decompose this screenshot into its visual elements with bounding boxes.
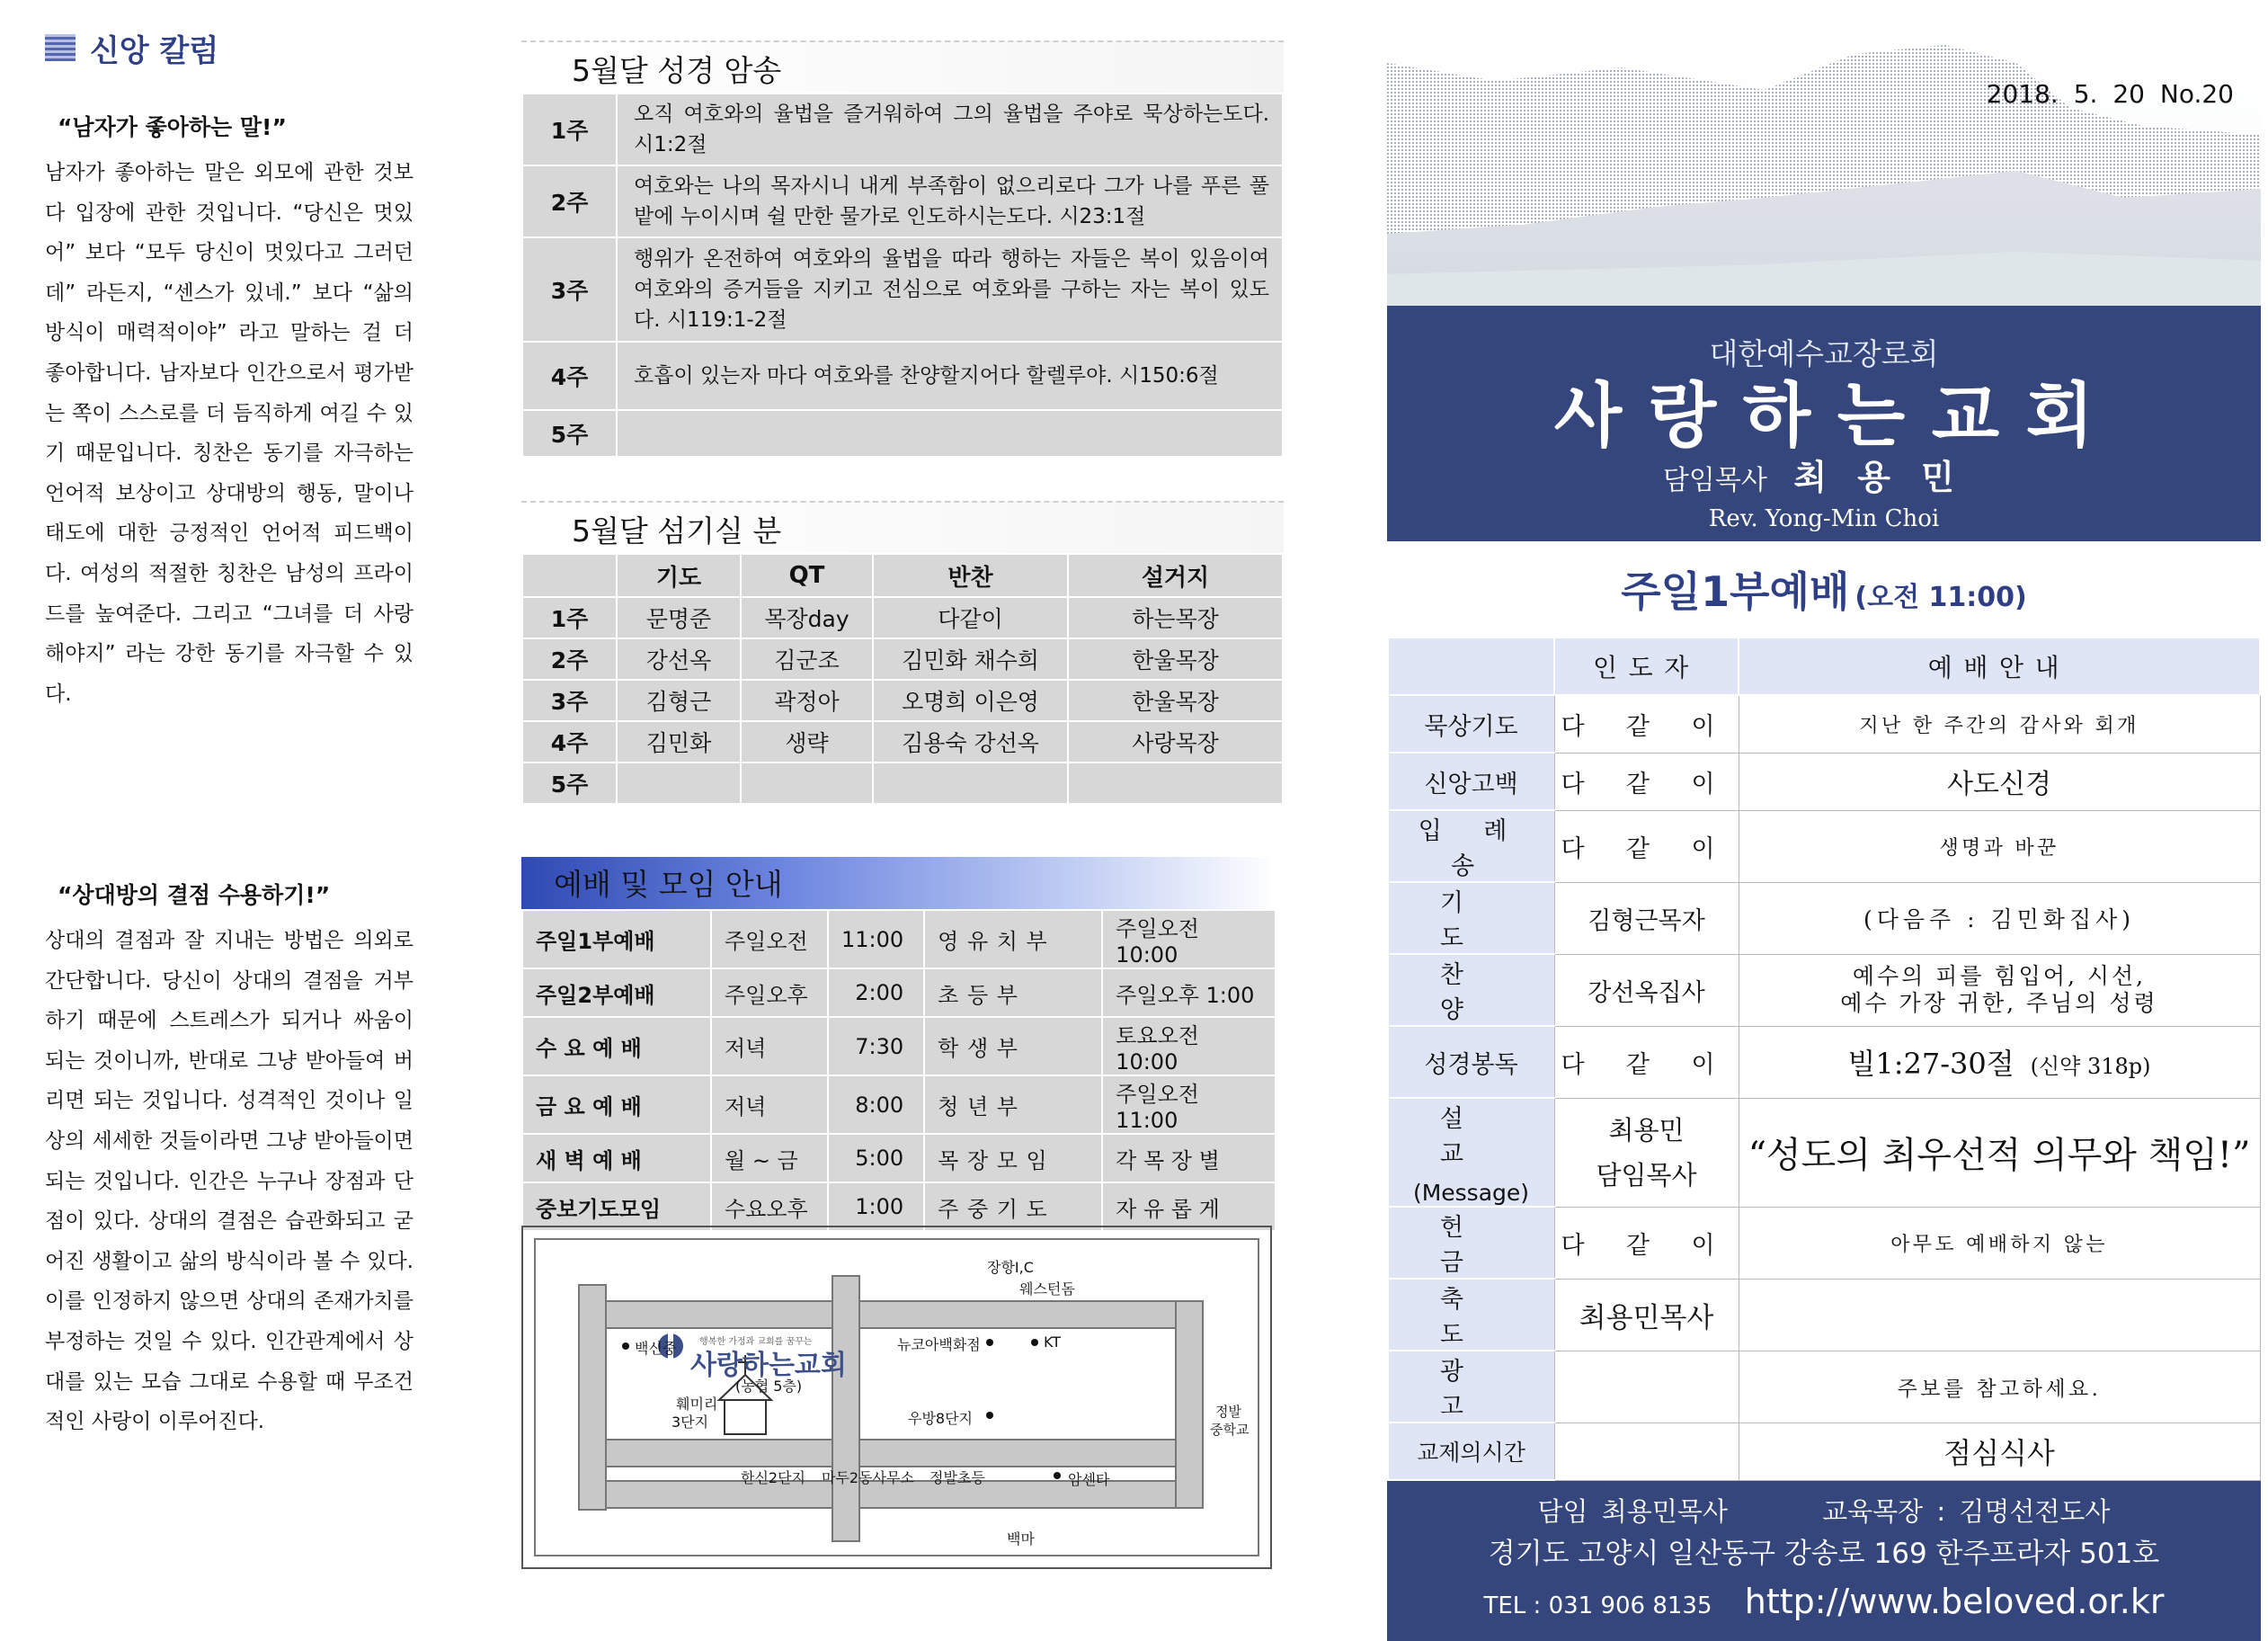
column-header: 기도: [617, 554, 741, 597]
column-header-blank: [1388, 638, 1554, 695]
duty-title: 5월달 섬기실 분: [521, 501, 1284, 553]
road-middle: [579, 1440, 1199, 1467]
table-cell: 강선옥: [617, 638, 741, 680]
map-label-church: 사랑하는교회: [690, 1350, 847, 1381]
map-frame: [534, 1238, 1259, 1556]
table-row: [522, 1134, 1276, 1182]
order-content: 사도신경: [1739, 753, 2260, 810]
map-label-westerndom: 웨스턴돔: [1019, 1280, 1075, 1298]
meeting-day: 주일오후: [711, 968, 828, 1017]
meeting-time: 2:00: [828, 968, 924, 1017]
department-time: 각 목 장 별: [1102, 1134, 1276, 1182]
essay-1-title: “남자가 좋아하는 말!”: [58, 114, 287, 140]
preacher-title: 담임목사: [1596, 1159, 1697, 1191]
meeting-name: 중보기도모임: [522, 1182, 711, 1231]
map-label-madu: 마두2동사무소: [822, 1469, 914, 1486]
order-leader: 다 같 이: [1554, 753, 1739, 810]
department-name: 주중기도: [924, 1182, 1102, 1231]
order-content: 아무도 예배하지 않는: [1739, 1207, 2260, 1279]
table-cell: 사랑목장: [1068, 721, 1283, 763]
table-row: [1388, 954, 2260, 1026]
order-label: 기 도: [1388, 882, 1554, 954]
department-time: 자 유 롭 게: [1102, 1182, 1276, 1231]
hymn-line-1: 예수의 피를 힘입어, 시선,: [1852, 963, 2147, 989]
verse-cell: 오직 여호와의 율법을 즐거워하여 그의 율법을 주야로 묵상하는도다. 시1:2절: [617, 94, 1283, 165]
meeting-day: 월 ~ 금: [711, 1134, 828, 1182]
issue-number: No.20: [2159, 79, 2234, 109]
order-leader: 다 같 이: [1554, 1207, 1739, 1279]
week-cell: 2주: [522, 165, 617, 237]
column-header: 예배안내: [1739, 638, 2260, 695]
table-row: [522, 721, 1283, 763]
table-cell: [741, 763, 873, 804]
week-cell: 4주: [522, 342, 617, 410]
table-row: [1388, 1279, 2260, 1351]
memorize-title: 5월달 성경 암송: [521, 40, 1284, 93]
table-row: [1388, 1098, 2260, 1207]
verse-cell: [617, 410, 1283, 457]
footer-contact: [1387, 1576, 2261, 1631]
issue-date: 2018. 5. 20: [1986, 79, 2145, 109]
order-leader: 최용민목사: [1554, 1279, 1739, 1351]
road-west: [579, 1285, 606, 1510]
meeting-time: 7:30: [828, 1017, 924, 1075]
table-cell: 문명준: [617, 597, 741, 638]
map-label-amcenter: 암센타: [1068, 1471, 1110, 1488]
pastor-name: 최용민: [1793, 458, 1986, 497]
table-row: [522, 1182, 1276, 1231]
faith-column: [45, 27, 414, 1434]
order-label: 묵상기도: [1388, 695, 1554, 753]
table-cell: 생략: [741, 721, 873, 763]
issue-info: [1987, 79, 2234, 109]
table-cell: 한울목장: [1068, 638, 1283, 680]
order-of-service-table: [1387, 637, 2261, 1481]
map-label-baekma: 백마: [1007, 1530, 1035, 1547]
pastor-english-name: Rev. Yong-Min Choi: [1708, 505, 1940, 532]
table-row: [1388, 810, 2260, 882]
bulletin-cover: [1387, 27, 2261, 1641]
map-label-church-sub: (농협 5층): [735, 1378, 803, 1395]
table-cell: 5주: [522, 763, 617, 804]
order-leader: 다 같 이: [1554, 810, 1739, 882]
order-label: [1388, 1098, 1554, 1207]
footer: [1387, 1481, 2261, 1641]
table-row: [1388, 1207, 2260, 1279]
table-cell: [617, 763, 741, 804]
sermon-label: 설 교: [1439, 1105, 1503, 1168]
sermon-title: “성도의 최우선적 의무와 책임!”: [1739, 1098, 2260, 1207]
order-content: (다음주 : 김민화집사): [1739, 882, 2260, 954]
preacher-name: 최용민: [1608, 1114, 1685, 1146]
essay-1-body: 남자가 좋아하는 말은 외모에 관한 것보다 입장에 관한 것입니다. “당신은 멋있어” 보다 “모두 당신이 멋있다고 그러던데” 라든지, “센스가 있네.” 보다 “삶의 방식이 매력적이야” 라고 말하는 걸 더 좋아합니다. 남자보다 인간으로서 평가받는 쪽이 스스로를 더 듬직하게 여길 수 있기 때문입니다. 칭찬은 동기를 자극하는 언어적 보상이고 상대방의 행동, 말이나 태도에 대한 긍정적인 언어적 피드백이다. 여성의 적절한 칭찬은 남성의 프라이드를 높여준다. 그리고 “그녀를 더 사랑해야지” 라는 강한 동기를 자극할 수 있다.: [45, 161, 414, 706]
table-row: [522, 1075, 1276, 1134]
footer-url[interactable]: http://www.beloved.or.kr: [1744, 1582, 2165, 1621]
map-label-woobang: 우방8단지: [908, 1410, 974, 1427]
verse-cell: 호흡이 있는자 마다 여호와를 찬양할지어다 할렐루야. 시150:6절: [617, 342, 1283, 410]
table-row: [522, 410, 1283, 457]
table-cell: 하는목장: [1068, 597, 1283, 638]
order-label: 성경봉독: [1388, 1026, 1554, 1098]
table-cell: 곽정아: [741, 680, 873, 721]
table-row: [522, 968, 1276, 1017]
meeting-name: 주일1부예배: [522, 910, 711, 968]
order-label: 교제의시간: [1388, 1422, 1554, 1480]
table-cell: [873, 763, 1068, 804]
table-cell: 2주: [522, 638, 617, 680]
map-label-baeksin: 백신중: [635, 1340, 677, 1357]
service-time: (오전 11:00): [1854, 582, 2027, 613]
church-name: 사랑하는교회: [1553, 376, 2121, 457]
meeting-name: 수 요 예 배: [522, 1017, 711, 1075]
table-cell: 다같이: [873, 597, 1068, 638]
road-north: [579, 1301, 1199, 1328]
pastor-line: [1387, 459, 2261, 499]
duty-section: [521, 501, 1284, 805]
table-row: [1388, 753, 2260, 810]
essay-2-body: 상대의 결점과 잘 지내는 방법은 의외로 간단합니다. 당신이 상대의 결점을 거부하기 때문에 스트레스가 되거나 싸움이 되는 것이니까, 반대로 그냥 받아들여 버리면 되는 것입니다. 성격적인 것이나 일상의 세세한 것들이라면 그냥 받아들이면 되는 것입니다. 인간은 누구나 장점과 단점이 있다. 상대의 결점은 습관화되고 굳어진 생활이고 삶의 방식이라 볼 수 있다. 이를 인정하지 않으면 상대의 존재가치를 부정하는 것일 수 있다. 인간관계에서 상대를 있는 모습 그대로 수용할 때 무조건적인 사랑이 이루어진다.: [45, 929, 414, 1434]
scripture-page: (신약 318p): [2030, 1054, 2151, 1079]
order-label: 찬 양: [1388, 954, 1554, 1026]
department-time: 토요오전 10:00: [1102, 1017, 1276, 1075]
table-cell: 1주: [522, 597, 617, 638]
footer-edu: 교육목장 : 김명선전도사: [1822, 1496, 2111, 1527]
department-name: 청년부: [924, 1075, 1102, 1134]
meeting-time: 11:00: [828, 910, 924, 968]
table-cell: 4주: [522, 721, 617, 763]
verse-cell: 여호와는 나의 목자시니 내게 부족함이 없으리로다 그가 나를 푸른 풀밭에 누이시며 쉴 만한 물가로 인도하시는도다. 시23:1절: [617, 165, 1283, 237]
map-label-newcore: 뉴코아백화점: [897, 1336, 981, 1353]
order-content: [1739, 1026, 2260, 1098]
mountain-header-image: [1387, 27, 2261, 306]
table-row: [1388, 882, 2260, 954]
meeting-name: 주일2부예배: [522, 968, 711, 1017]
table-cell: 김민화: [617, 721, 741, 763]
order-content: [1739, 954, 2260, 1026]
order-label: 헌 금: [1388, 1207, 1554, 1279]
location-map: [521, 1226, 1272, 1569]
verse-cell: 행위가 온전하여 여호와의 율법을 따라 행하는 자들은 복이 있음이여 여호와의 증거들을 지키고 전심으로 여호와를 구하는 자는 복이 있도다. 시119:1-2절: [617, 237, 1283, 342]
essay-2-title: “상대방의 결점 수용하기!”: [58, 882, 331, 908]
footer-pastor: 담임 최용민목사: [1537, 1496, 1728, 1527]
meeting-time: 5:00: [828, 1134, 924, 1182]
department-name: 학생부: [924, 1017, 1102, 1075]
column-header: QT: [741, 554, 873, 597]
road-east: [1176, 1301, 1203, 1508]
department-name: 목장모임: [924, 1134, 1102, 1182]
service-title: [1387, 541, 2261, 637]
hymn-line-2: 예수 가장 귀한, 주님의 성령: [1840, 990, 2158, 1016]
map-graphic: [536, 1240, 1261, 1558]
table-row: [522, 763, 1283, 804]
department-time: 주일오전 10:00: [1102, 910, 1276, 968]
table-row: [522, 165, 1283, 237]
column-header: 설거지: [1068, 554, 1283, 597]
column-header-label: 신앙 칼럼: [90, 32, 219, 69]
order-label: 축 도: [1388, 1279, 1554, 1351]
memorize-table: [521, 93, 1284, 458]
order-leader: 김형근목자: [1554, 882, 1739, 954]
footer-address: 경기도 고양시 일산동구 강송로 169 한주프라자 501호: [1488, 1538, 2160, 1570]
table-cell: 3주: [522, 680, 617, 721]
department-name: 초등부: [924, 968, 1102, 1017]
order-content: 주보를 참고하세요.: [1739, 1351, 2260, 1422]
duty-table: [521, 553, 1284, 805]
department-time: 주일오전 11:00: [1102, 1075, 1276, 1134]
map-label-church-tag: 행복한 가정과 교회를 꿈꾸는: [699, 1337, 813, 1347]
order-content: 생명과 바꾼: [1739, 810, 2260, 882]
table-cell: 김용숙 강선옥: [873, 721, 1068, 763]
order-leader: [1554, 1422, 1739, 1480]
essay-1: [45, 110, 414, 714]
meeting-time: 1:00: [828, 1182, 924, 1231]
week-cell: 5주: [522, 410, 617, 457]
footer-tel: TEL : 031 906 8135: [1483, 1592, 1712, 1619]
order-leader: [1554, 1351, 1739, 1422]
map-label-3danji: 3단지: [672, 1414, 709, 1431]
map-label-jeongbal-elem: 정발초등: [929, 1469, 985, 1486]
mountain-illustration: [1387, 27, 2261, 306]
table-row: [522, 94, 1283, 165]
table-header-row: [522, 554, 1283, 597]
table-cell: 김형근: [617, 680, 741, 721]
worship-section: [521, 857, 1276, 1232]
order-label: 광 고: [1388, 1351, 1554, 1422]
meeting-day: 저녁: [711, 1075, 828, 1134]
table-header-row: [1388, 638, 2260, 695]
order-content: 점심식사: [1739, 1422, 2260, 1480]
table-cell: 김민화 채수희: [873, 638, 1068, 680]
meeting-name: 새 벽 예 배: [522, 1134, 711, 1182]
scripture-ref: 빌1:27-30절: [1847, 1047, 2015, 1081]
order-leader: [1554, 1098, 1739, 1207]
department-name: 영유치부: [924, 910, 1102, 968]
map-label-hansin: 한신2단지: [741, 1469, 806, 1486]
meeting-time: 8:00: [828, 1075, 924, 1134]
order-leader: 다 같 이: [1554, 1026, 1739, 1098]
table-row: [522, 638, 1283, 680]
meeting-day: 저녁: [711, 1017, 828, 1075]
table-row: [522, 1017, 1276, 1075]
table-cell: 오명희 이은영: [873, 680, 1068, 721]
service-name: 주일1부예배: [1621, 567, 1850, 616]
memorize-section: [521, 40, 1284, 458]
week-cell: 3주: [522, 237, 617, 342]
order-label: 입 례 송: [1388, 810, 1554, 882]
column-header: 인도자: [1554, 638, 1739, 695]
table-row: [1388, 1351, 2260, 1422]
essay-2: [45, 878, 414, 1442]
meeting-day: 수요오후: [711, 1182, 828, 1231]
table-cell: 목장day: [741, 597, 873, 638]
footer-staff: [1387, 1481, 2261, 1531]
meeting-name: 금 요 예 배: [522, 1075, 711, 1134]
column-header: [45, 27, 414, 68]
table-row: [522, 597, 1283, 638]
map-label-kt: KT: [1044, 1333, 1062, 1351]
map-label-hwimiri: 훼미리: [676, 1396, 718, 1413]
column-header: [522, 554, 617, 597]
denomination: 대한예수교장로회: [1709, 336, 1939, 371]
table-row: [1388, 695, 2260, 753]
table-cell: 한울목장: [1068, 680, 1283, 721]
order-leader: 다 같 이: [1554, 695, 1739, 753]
square-icon: [45, 34, 76, 61]
pastor-label: 담임목사: [1662, 465, 1767, 496]
sermon-label-en: (Message): [1412, 1180, 1530, 1206]
column-header: 반찬: [873, 554, 1068, 597]
table-row: [1388, 1026, 2260, 1098]
table-cell: 김군조: [741, 638, 873, 680]
table-row: [522, 910, 1276, 968]
order-label: 신앙고백: [1388, 753, 1554, 810]
map-label-jeongbal-mid2: 중학교: [1210, 1422, 1250, 1438]
worship-table: [521, 909, 1276, 1232]
order-leader: 강선옥집사: [1554, 954, 1739, 1026]
church-banner: [1387, 306, 2261, 541]
order-content: 지난 한 주간의 감사와 회개: [1739, 695, 2260, 753]
week-cell: 1주: [522, 94, 617, 165]
table-cell: [1068, 763, 1283, 804]
table-row: [522, 237, 1283, 342]
table-row: [522, 680, 1283, 721]
worship-title: 예배 및 모임 안내: [521, 857, 1276, 909]
department-time: 주일오후 1:00: [1102, 968, 1276, 1017]
map-label-jangang: 장항I,C: [987, 1259, 1034, 1276]
road-center: [832, 1276, 859, 1541]
meeting-day: 주일오전: [711, 910, 828, 968]
order-content: [1739, 1279, 2260, 1351]
map-label-jeongbal-mid: 정발: [1215, 1404, 1241, 1420]
table-row: [522, 342, 1283, 410]
table-row: [1388, 1422, 2260, 1480]
